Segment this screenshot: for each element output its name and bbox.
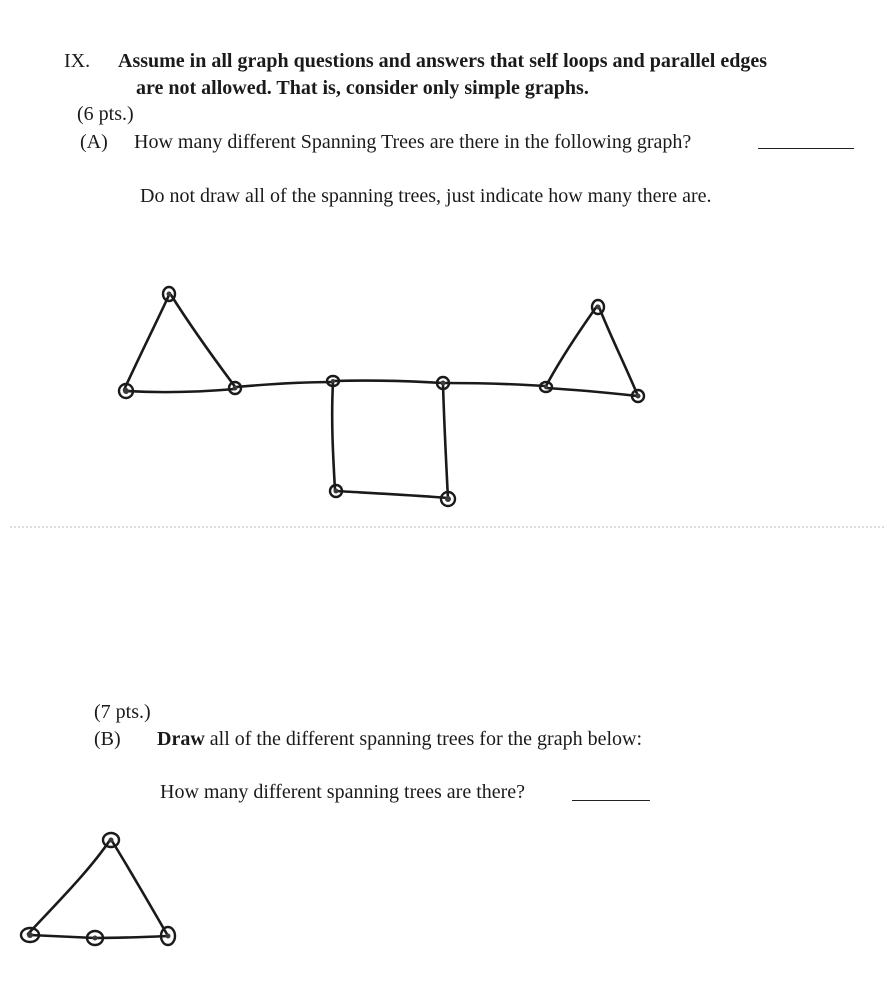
graph-b-edge [95, 936, 168, 938]
graph-a-edge [443, 383, 545, 386]
part-a-instruction: Do not draw all of the spanning trees, just indicate how many there are. [140, 185, 712, 207]
graph-a-edge [546, 306, 597, 386]
header-line-2: are not allowed. That is, consider only simple graphs. [136, 77, 589, 99]
graph-b-node [103, 833, 119, 847]
header-line-1: Assume in all graph questions and answers that self loops and parallel edges [118, 50, 767, 72]
part-b-answer-blank[interactable] [572, 782, 650, 801]
part-b-label: (B) [94, 728, 121, 750]
part-a-label: (A) [80, 131, 108, 153]
part-b-sub-question: How many different spanning trees are there? [160, 781, 526, 803]
graph-a-edge [443, 384, 448, 499]
part-a-question: How many different Spanning Trees are there in the following graph? [134, 131, 692, 153]
part-b-question-bold: Draw [157, 728, 205, 750]
graph-a-node [163, 287, 175, 301]
graph-a-edge [124, 295, 169, 390]
graph-a-edge [546, 388, 638, 396]
graph-a-edge [236, 382, 333, 387]
part-a-points: (6 pts.) [77, 103, 134, 125]
graph-a-node [592, 300, 604, 314]
part-b-question-rest: all of the different spanning trees for the graph below: [209, 728, 643, 750]
graph-a-edge [333, 381, 443, 383]
graph-a-edge [126, 389, 235, 392]
graph-a-edge [599, 307, 638, 396]
graph-a-edge [336, 491, 448, 498]
graph-b-edge [28, 840, 110, 934]
graph-a-edge [171, 295, 236, 388]
question-number: IX. [64, 50, 91, 72]
part-b-points: (7 pts.) [94, 701, 151, 723]
graph-a-edge [332, 382, 335, 490]
part-b-question [157, 727, 642, 751]
graph-b-edge [112, 841, 168, 936]
